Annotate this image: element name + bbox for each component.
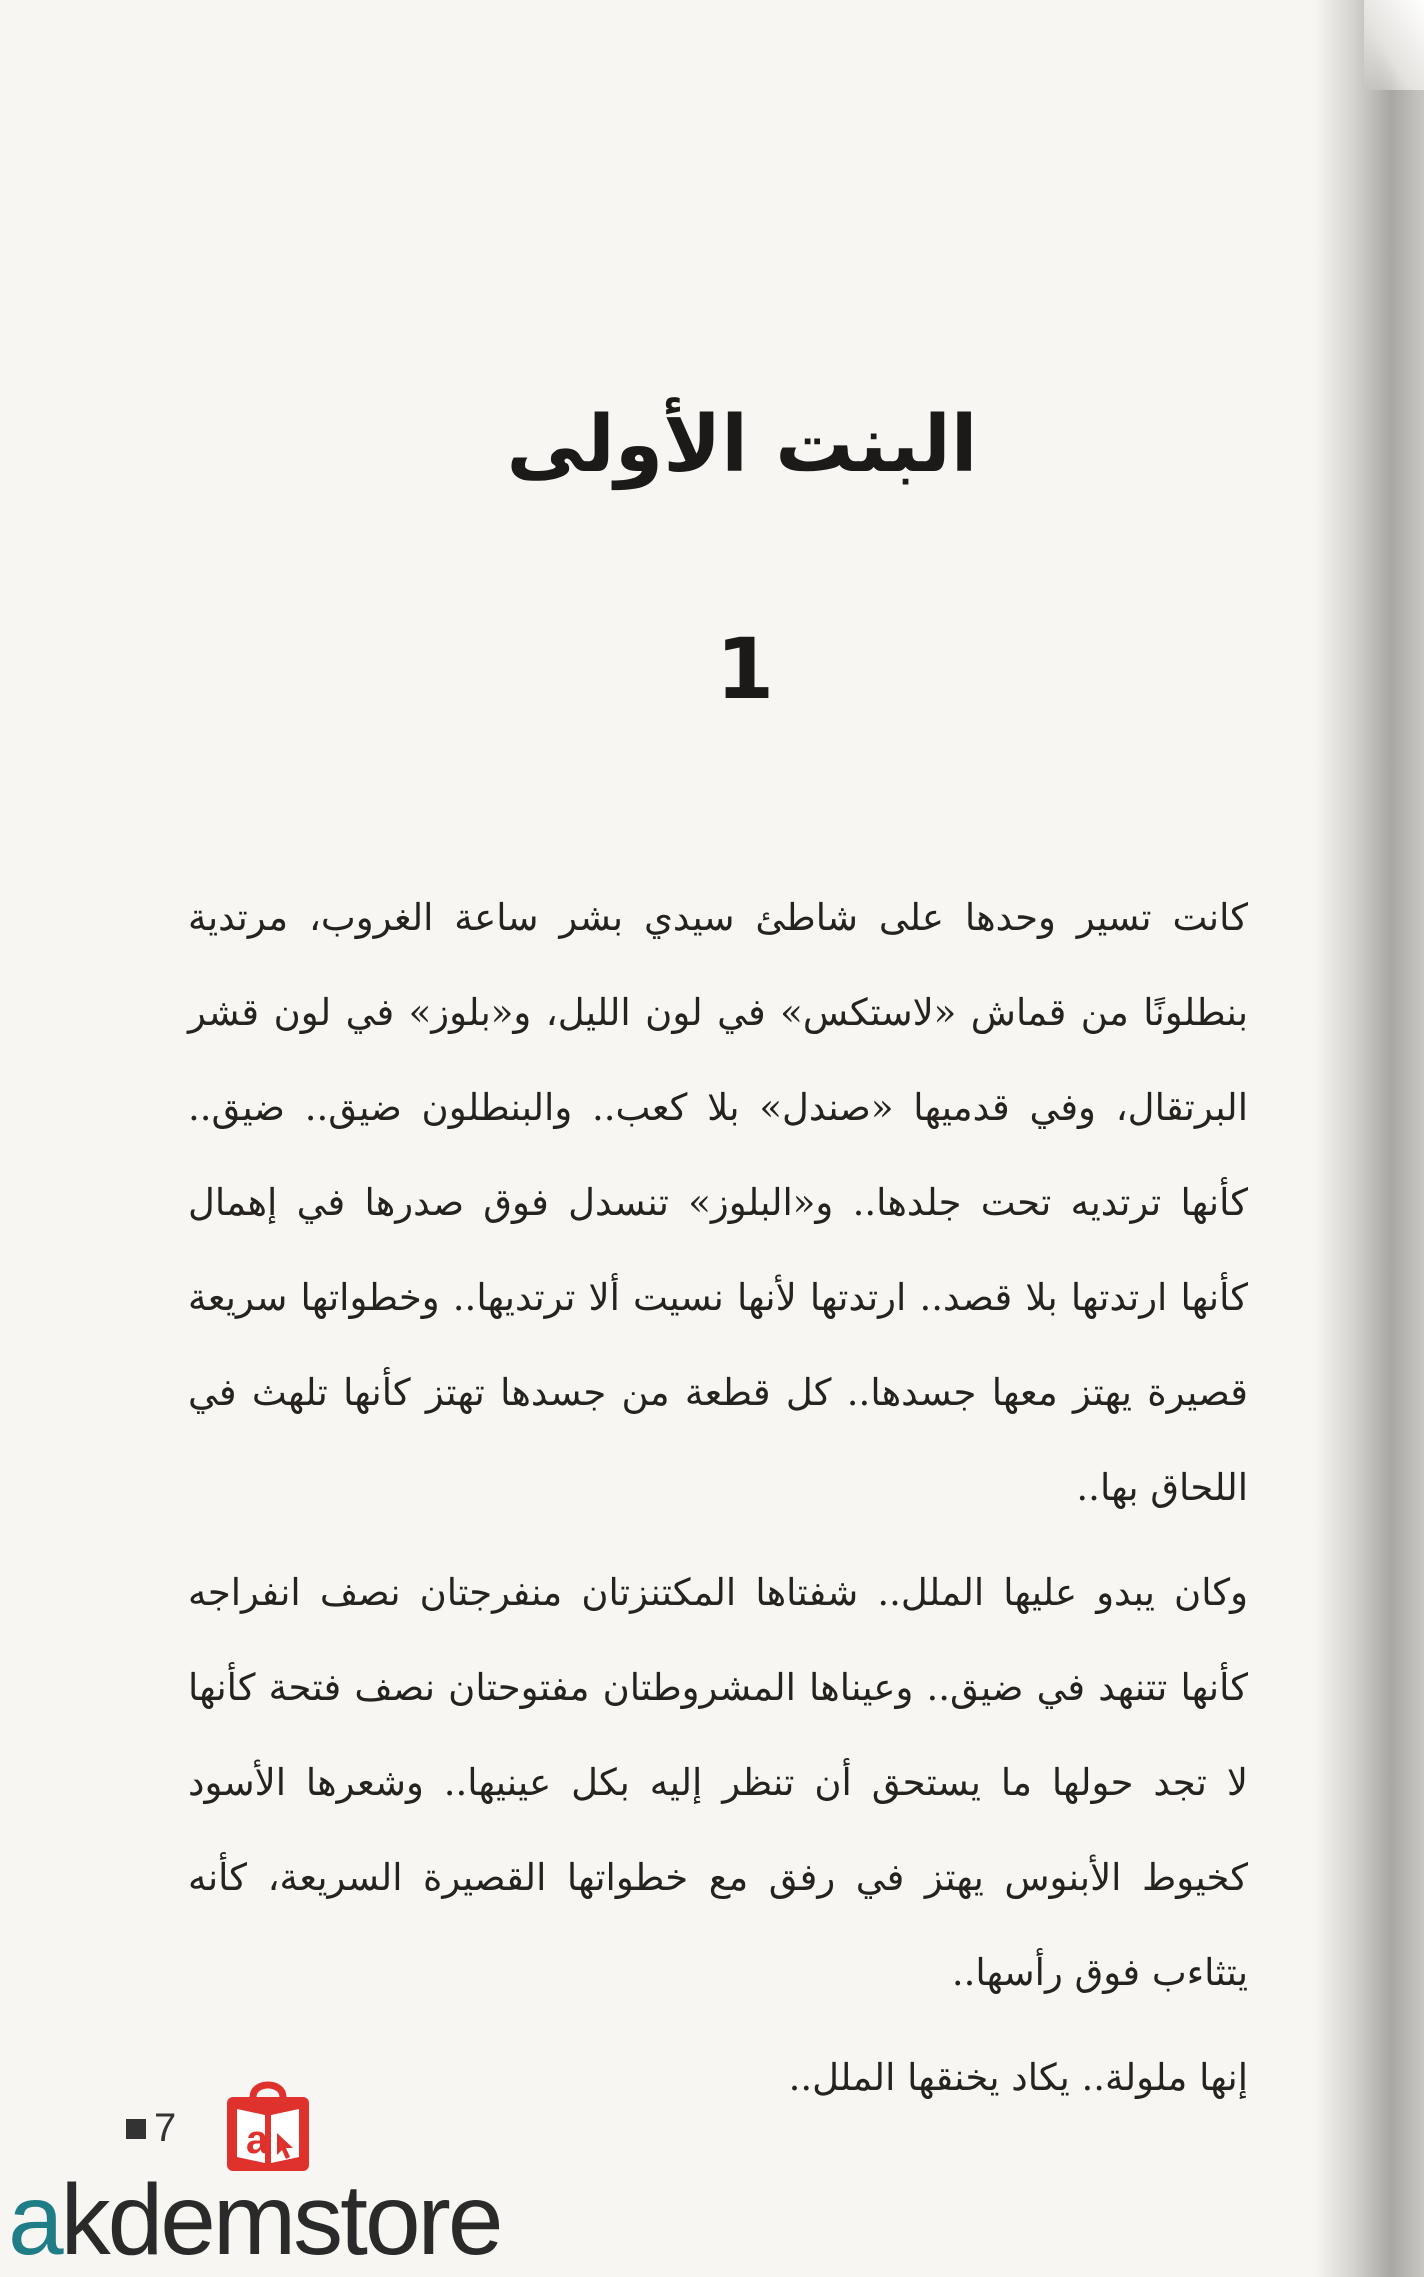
- chapter-number: 1: [715, 620, 775, 718]
- paragraph: كانت تسير وحدها على شاطئ سيدي بشر ساعة الغروب، مرتدية بنطلونًا من قماش «لاستكس» في لون الليل، و«بلوز» في لون قشر البرتقال، وفي قدميها «صندل» بلا كعب.. والبنطلون ضيق.. ضيق.. كأنها ترتديه تحت جلدها.. و«البلوز» تنسدل فوق صدرها في إهمال كأنها ارتدتها بلا قصد.. ارتدتها لأنها نسيت ألا ترتديها.. وخطواتها سريعة قصيرة يهتز معها جسدها.. كل قطعة من جسدها تهتز كأنها تلهث في اللحاق بها..: [188, 896, 1248, 1509]
- brand-wordmark: [8, 2164, 501, 2276]
- brand-wordmark-first: a: [8, 2164, 61, 2276]
- paragraph: إنها ملولة.. يكاد يخنقها الملل..: [788, 2056, 1248, 2099]
- page-edge-shadow: [1314, 0, 1424, 2277]
- page-number-marker: [126, 2119, 146, 2139]
- page-number-value: 7: [154, 2106, 177, 2150]
- brand-wordmark-rest: kdemstore: [60, 2164, 501, 2276]
- chapter-body: [188, 870, 1248, 2135]
- logo-letter: a: [246, 2118, 269, 2162]
- paragraph: وكان يبدو عليها الملل.. شفتاها المكتنزتان منفرجتان نصف انفراجه كأنها تتنهد في ضيق.. وعيناها المشروطتان مفتوحتان نصف فتحة كأنها لا تجد حولها ما يستحق أن تنظر إليه بكل عينيها.. وشعرها الأسود كخيوط الأبنوس يهتز في رفق مع خطواتها القصيرة السريعة، كأنه يتثاءب فوق رأسها..: [188, 1571, 1248, 1994]
- page-curl: [1364, 0, 1424, 90]
- page-number: [126, 2106, 176, 2151]
- bookstore-logo-icon: [215, 2075, 321, 2175]
- chapter-title: البنت الأولى: [506, 400, 978, 490]
